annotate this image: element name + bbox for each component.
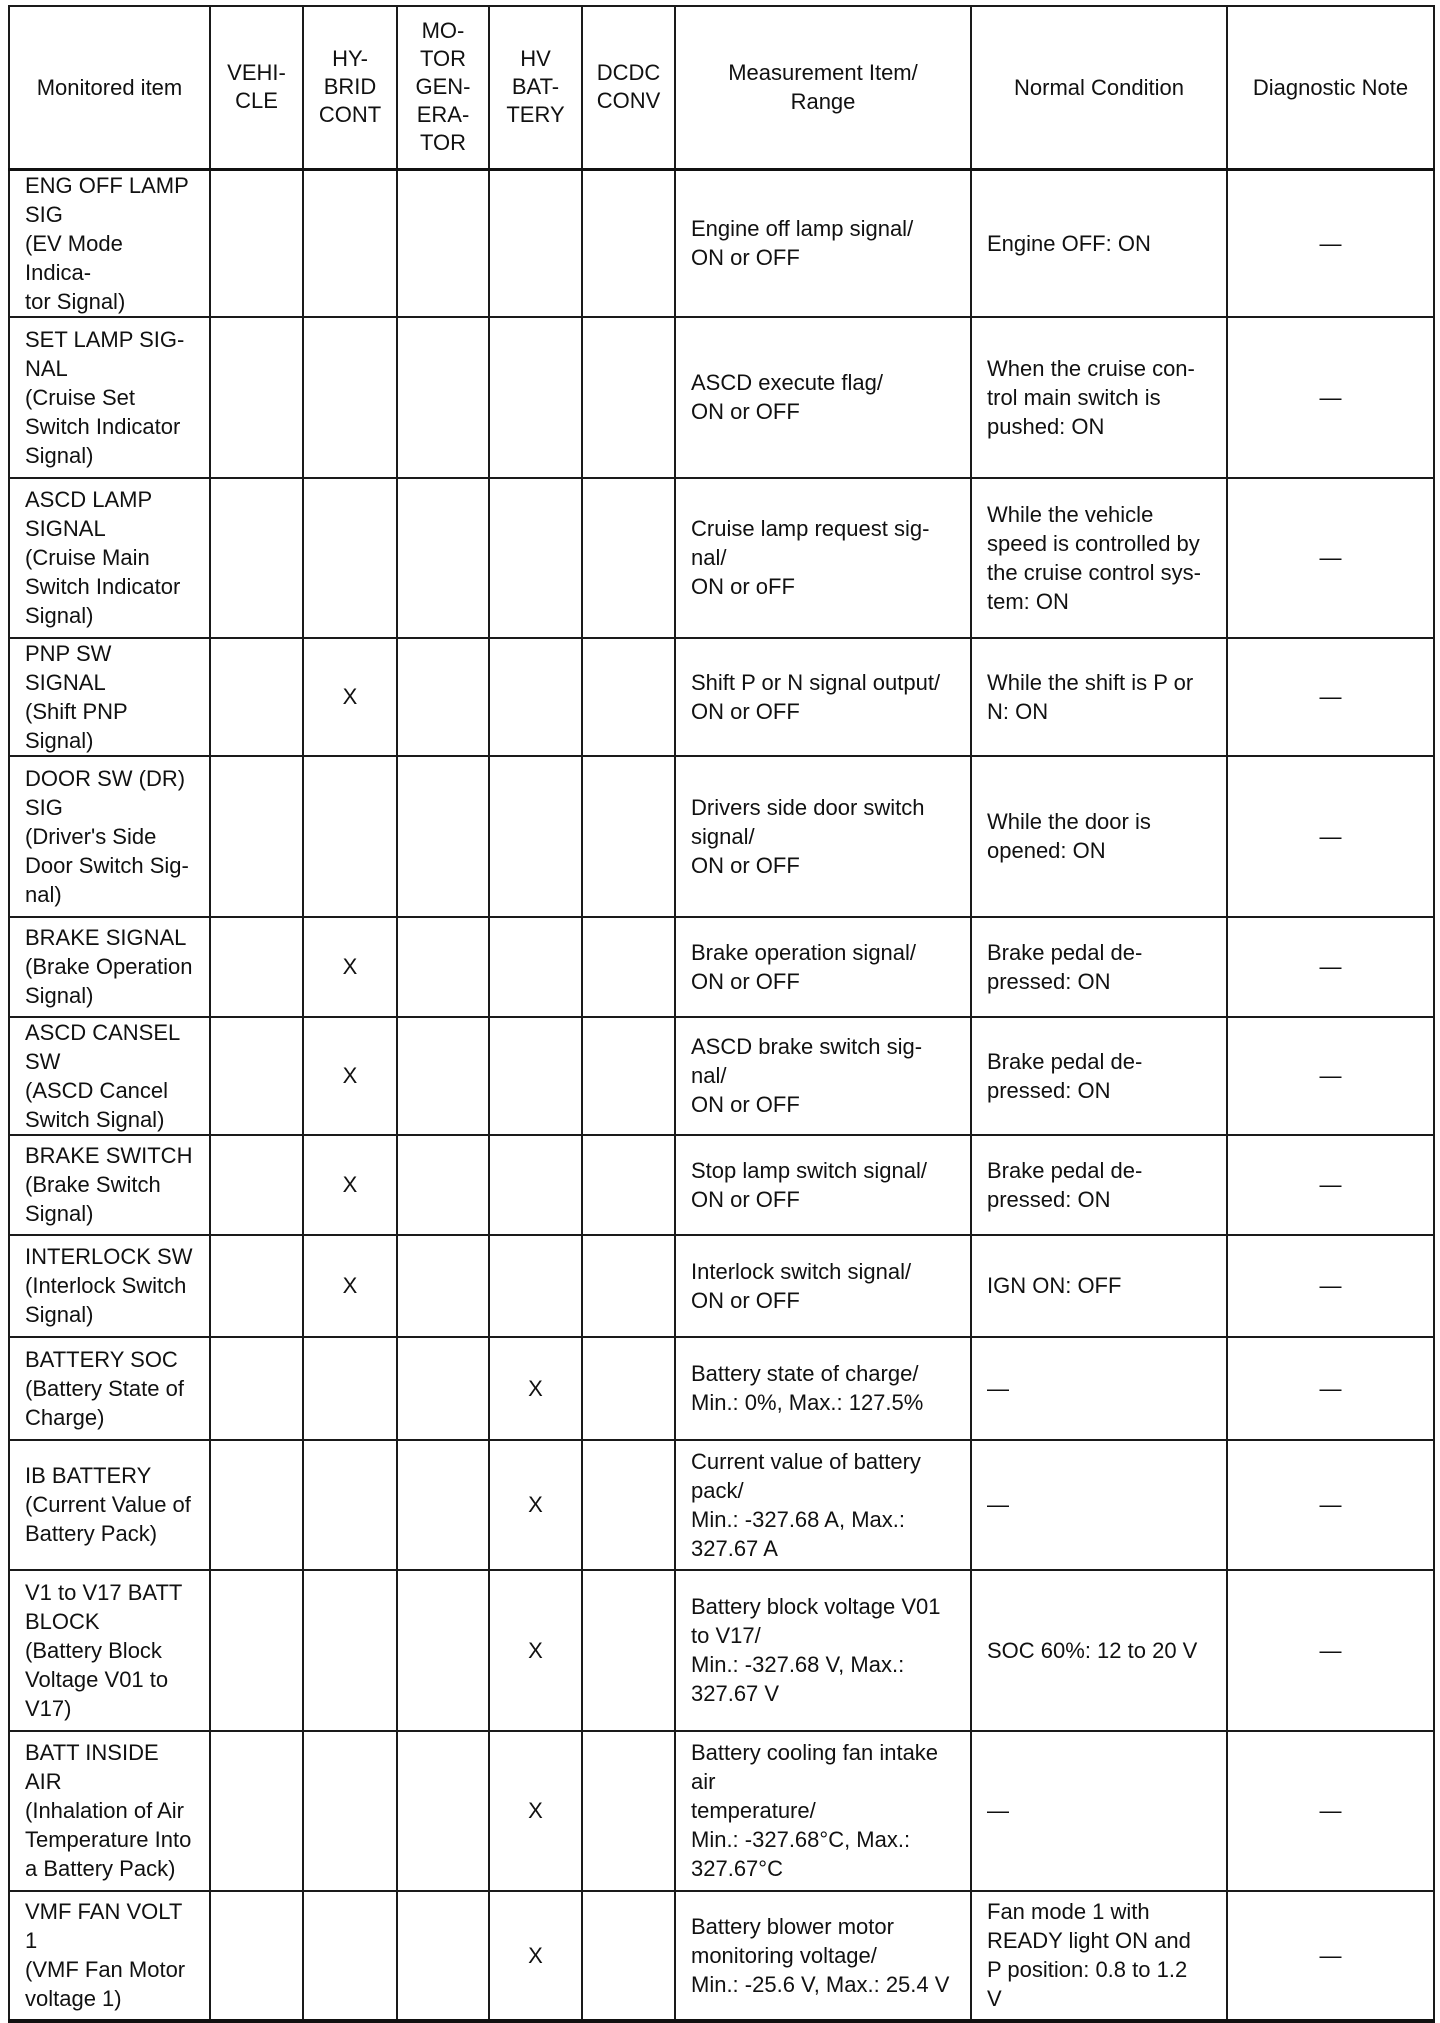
col-motor-generator: MO- TOR GEN- ERA- TOR	[397, 6, 489, 169]
measurement-cell: Battery state of charge/ Min.: 0%, Max.: 127.5%	[675, 1337, 971, 1440]
vehicle-cell	[210, 317, 303, 478]
measurement-cell: Battery block voltage V01 to V17/ Min.: -327.68 V, Max.: 327.67 V	[675, 1570, 971, 1731]
col-measurement: Measurement Item/ Range	[675, 6, 971, 169]
hybrid-cont-cell	[303, 1731, 397, 1891]
normal-condition-cell: —	[971, 1731, 1227, 1891]
motor-generator-cell	[397, 917, 489, 1017]
diagnostic-note-cell: —	[1227, 1337, 1434, 1440]
dcdc-conv-cell	[582, 1337, 675, 1440]
hv-battery-cell	[489, 478, 582, 638]
table-body	[9, 169, 1434, 2021]
vehicle-cell	[210, 1731, 303, 1891]
table-row	[9, 169, 1434, 317]
measurement-cell: Battery blower motor monitoring voltage/ Min.: -25.6 V, Max.: 25.4 V	[675, 1891, 971, 2021]
vehicle-cell	[210, 1235, 303, 1337]
table-row	[9, 917, 1434, 1017]
motor-generator-cell	[397, 1891, 489, 2021]
measurement-cell: ASCD execute flag/ ON or OFF	[675, 317, 971, 478]
table-row	[9, 478, 1434, 638]
normal-condition-cell: IGN ON: OFF	[971, 1235, 1227, 1337]
measurement-cell: ASCD brake switch sig- nal/ ON or OFF	[675, 1017, 971, 1135]
motor-generator-cell	[397, 638, 489, 756]
normal-condition-cell: SOC 60%: 12 to 20 V	[971, 1570, 1227, 1731]
normal-condition-cell: Brake pedal de- pressed: ON	[971, 1017, 1227, 1135]
diagnostic-note-cell: —	[1227, 1135, 1434, 1235]
vehicle-cell	[210, 1440, 303, 1570]
hv-battery-cell: X	[489, 1891, 582, 2021]
motor-generator-cell	[397, 1440, 489, 1570]
hybrid-cont-cell: X	[303, 638, 397, 756]
hybrid-cont-cell	[303, 317, 397, 478]
normal-condition-cell: When the cruise con- trol main switch is pushed: ON	[971, 317, 1227, 478]
hv-battery-cell	[489, 317, 582, 478]
diagnostic-note-cell: —	[1227, 1017, 1434, 1135]
hv-battery-cell: X	[489, 1337, 582, 1440]
motor-generator-cell	[397, 1570, 489, 1731]
dcdc-conv-cell	[582, 169, 675, 317]
col-vehicle: VEHI- CLE	[210, 6, 303, 169]
dcdc-conv-cell	[582, 1235, 675, 1337]
monitored-item-cell: ASCD CANSEL SW (ASCD Cancel Switch Signal)	[9, 1017, 210, 1135]
measurement-cell: Brake operation signal/ ON or OFF	[675, 917, 971, 1017]
col-diagnostic-note: Diagnostic Note	[1227, 6, 1434, 169]
hybrid-cont-cell	[303, 1337, 397, 1440]
vehicle-cell	[210, 1891, 303, 2021]
motor-generator-cell	[397, 1017, 489, 1135]
hybrid-cont-cell: X	[303, 1235, 397, 1337]
hv-battery-cell	[489, 638, 582, 756]
diagnostic-note-cell: —	[1227, 756, 1434, 917]
table-row	[9, 1017, 1434, 1135]
monitor-items-table	[8, 5, 1435, 2023]
diagnostic-note-cell: —	[1227, 478, 1434, 638]
diagnostic-note-cell: —	[1227, 1235, 1434, 1337]
dcdc-conv-cell	[582, 638, 675, 756]
table-row	[9, 1731, 1434, 1891]
hybrid-cont-cell	[303, 1570, 397, 1731]
header-row	[9, 6, 1434, 169]
monitored-item-cell: SET LAMP SIG- NAL (Cruise Set Switch Indicator Signal)	[9, 317, 210, 478]
normal-condition-cell: Brake pedal de- pressed: ON	[971, 917, 1227, 1017]
table-row	[9, 1235, 1434, 1337]
normal-condition-cell: While the vehicle speed is controlled by the cruise control sys- tem: ON	[971, 478, 1227, 638]
diagnostic-note-cell: —	[1227, 1731, 1434, 1891]
measurement-cell: Current value of battery pack/ Min.: -327.68 A, Max.: 327.67 A	[675, 1440, 971, 1570]
vehicle-cell	[210, 1017, 303, 1135]
vehicle-cell	[210, 478, 303, 638]
vehicle-cell	[210, 1570, 303, 1731]
vehicle-cell	[210, 638, 303, 756]
hv-battery-cell	[489, 169, 582, 317]
normal-condition-cell: —	[971, 1337, 1227, 1440]
col-hv-battery: HV BAT- TERY	[489, 6, 582, 169]
hybrid-cont-cell: X	[303, 1135, 397, 1235]
hybrid-cont-cell: X	[303, 1017, 397, 1135]
dcdc-conv-cell	[582, 917, 675, 1017]
monitored-item-cell: BRAKE SWITCH (Brake Switch Signal)	[9, 1135, 210, 1235]
dcdc-conv-cell	[582, 1135, 675, 1235]
col-hybrid-cont: HY- BRID CONT	[303, 6, 397, 169]
motor-generator-cell	[397, 756, 489, 917]
dcdc-conv-cell	[582, 756, 675, 917]
motor-generator-cell	[397, 1235, 489, 1337]
monitored-item-cell: INTERLOCK SW (Interlock Switch Signal)	[9, 1235, 210, 1337]
hybrid-cont-cell	[303, 1440, 397, 1570]
table-row	[9, 1570, 1434, 1731]
measurement-cell: Shift P or N signal output/ ON or OFF	[675, 638, 971, 756]
monitored-item-cell: BATT INSIDE AIR (Inhalation of Air Temperature Into a Battery Pack)	[9, 1731, 210, 1891]
measurement-cell: Interlock switch signal/ ON or OFF	[675, 1235, 971, 1337]
motor-generator-cell	[397, 1135, 489, 1235]
vehicle-cell	[210, 917, 303, 1017]
dcdc-conv-cell	[582, 1570, 675, 1731]
hybrid-cont-cell	[303, 1891, 397, 2021]
dcdc-conv-cell	[582, 1891, 675, 2021]
monitored-item-cell: VMF FAN VOLT 1 (VMF Fan Motor voltage 1)	[9, 1891, 210, 2021]
motor-generator-cell	[397, 1337, 489, 1440]
diagnostic-note-cell: —	[1227, 917, 1434, 1017]
dcdc-conv-cell	[582, 1017, 675, 1135]
normal-condition-cell: While the door is opened: ON	[971, 756, 1227, 917]
monitored-item-cell: ASCD LAMP SIGNAL (Cruise Main Switch Indicator Signal)	[9, 478, 210, 638]
monitored-item-cell: IB BATTERY (Current Value of Battery Pack)	[9, 1440, 210, 1570]
normal-condition-cell: Fan mode 1 with READY light ON and P position: 0.8 to 1.2 V	[971, 1891, 1227, 2021]
diagnostic-note-cell: —	[1227, 169, 1434, 317]
table-row	[9, 1135, 1434, 1235]
diagnostic-note-cell: —	[1227, 1891, 1434, 2021]
table-row	[9, 317, 1434, 478]
diagnostic-note-cell: —	[1227, 317, 1434, 478]
table-row	[9, 1440, 1434, 1570]
monitored-item-cell: PNP SW SIGNAL (Shift PNP Signal)	[9, 638, 210, 756]
monitored-item-cell: V1 to V17 BATT BLOCK (Battery Block Voltage V01 to V17)	[9, 1570, 210, 1731]
monitored-item-cell: BATTERY SOC (Battery State of Charge)	[9, 1337, 210, 1440]
hv-battery-cell	[489, 1135, 582, 1235]
normal-condition-cell: Brake pedal de- pressed: ON	[971, 1135, 1227, 1235]
hv-battery-cell	[489, 756, 582, 917]
hv-battery-cell	[489, 1235, 582, 1337]
col-dcdc-conv: DCDC CONV	[582, 6, 675, 169]
motor-generator-cell	[397, 169, 489, 317]
col-normal-condition: Normal Condition	[971, 6, 1227, 169]
motor-generator-cell	[397, 478, 489, 638]
table-row	[9, 638, 1434, 756]
vehicle-cell	[210, 756, 303, 917]
hv-battery-cell: X	[489, 1570, 582, 1731]
dcdc-conv-cell	[582, 1731, 675, 1891]
monitored-item-cell: BRAKE SIGNAL (Brake Operation Signal)	[9, 917, 210, 1017]
normal-condition-cell: —	[971, 1440, 1227, 1570]
diagnostic-note-cell: —	[1227, 1440, 1434, 1570]
diagnostic-note-cell: —	[1227, 1570, 1434, 1731]
normal-condition-cell: Engine OFF: ON	[971, 169, 1227, 317]
normal-condition-cell: While the shift is P or N: ON	[971, 638, 1227, 756]
hybrid-cont-cell	[303, 756, 397, 917]
table-row	[9, 1891, 1434, 2021]
measurement-cell: Drivers side door switch signal/ ON or OFF	[675, 756, 971, 917]
vehicle-cell	[210, 169, 303, 317]
table-row	[9, 1337, 1434, 1440]
diagnostic-note-cell: —	[1227, 638, 1434, 756]
vehicle-cell	[210, 1337, 303, 1440]
measurement-cell: Stop lamp switch signal/ ON or OFF	[675, 1135, 971, 1235]
hybrid-cont-cell	[303, 478, 397, 638]
hv-battery-cell: X	[489, 1440, 582, 1570]
motor-generator-cell	[397, 1731, 489, 1891]
dcdc-conv-cell	[582, 478, 675, 638]
monitored-item-cell: DOOR SW (DR) SIG (Driver's Side Door Switch Sig- nal)	[9, 756, 210, 917]
hv-battery-cell	[489, 917, 582, 1017]
hybrid-cont-cell	[303, 169, 397, 317]
hv-battery-cell: X	[489, 1731, 582, 1891]
measurement-cell: Engine off lamp signal/ ON or OFF	[675, 169, 971, 317]
vehicle-cell	[210, 1135, 303, 1235]
dcdc-conv-cell	[582, 1440, 675, 1570]
hybrid-cont-cell: X	[303, 917, 397, 1017]
table-row	[9, 756, 1434, 917]
measurement-cell: Cruise lamp request sig- nal/ ON or oFF	[675, 478, 971, 638]
monitored-item-cell: ENG OFF LAMP SIG (EV Mode Indica- tor Signal)	[9, 169, 210, 317]
hv-battery-cell	[489, 1017, 582, 1135]
measurement-cell: Battery cooling fan intake air temperature/ Min.: -327.68°C, Max.: 327.67°C	[675, 1731, 971, 1891]
dcdc-conv-cell	[582, 317, 675, 478]
col-monitored-item: Monitored item	[9, 6, 210, 169]
motor-generator-cell	[397, 317, 489, 478]
